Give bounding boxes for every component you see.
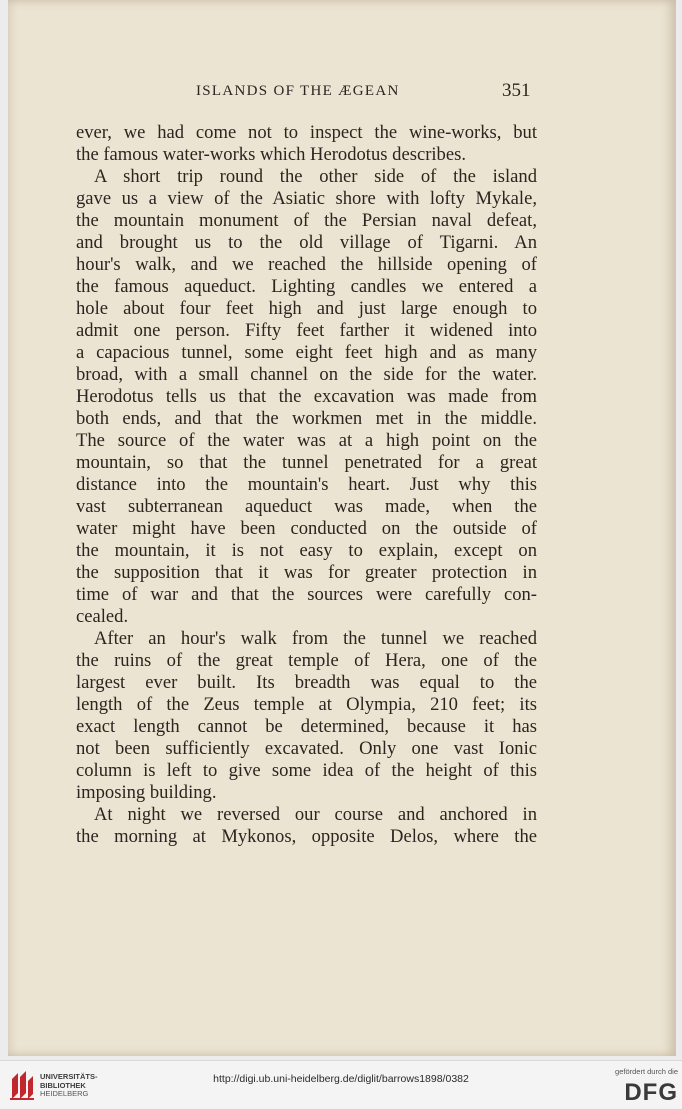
body-text <box>76 122 537 848</box>
running-head: ISLANDS OF THE ÆGEAN <box>196 83 400 99</box>
text-line: mountain, so that the tunnel penetrated for a great <box>76 452 537 473</box>
book-page <box>8 0 676 1056</box>
text-line: both ends, and that the workmen met in the middle. <box>76 408 537 429</box>
text-line: the supposition that it was for greater protection in <box>76 562 537 583</box>
text-line: A short trip round the other side of the island <box>94 166 537 187</box>
text-line: the mountain, it is not easy to explain, except on <box>76 540 537 561</box>
text-line: water might have been conducted on the outside of <box>76 518 537 539</box>
library-name-line: UNIVERSITÄTS- <box>40 1072 98 1081</box>
text-line: time of war and that the sources were carefully con- <box>76 584 537 605</box>
text-line: cealed. <box>76 606 129 627</box>
page-number: 351 <box>502 80 531 101</box>
text-line: not been sufficiently excavated. Only one vast Ionic <box>76 738 537 759</box>
text-line: gave us a view of the Asiatic shore with lofty Mykale, <box>76 188 537 209</box>
dfg-logo[interactable]: DFG <box>624 1079 678 1106</box>
text-line: At night we reversed our course and anchored in <box>94 804 537 825</box>
text-line: the ruins of the great temple of Hera, one of the <box>76 650 537 671</box>
text-line: distance into the mountain's heart. Just why this <box>76 474 537 495</box>
text-line: hole about four feet high and just large enough to <box>76 298 537 319</box>
text-line: and brought us to the old village of Tigarni. An <box>76 232 537 253</box>
text-line: broad, with a small channel on the side for the water. <box>76 364 537 385</box>
viewer-footer <box>0 1060 682 1109</box>
text-line: a capacious tunnel, some eight feet high and as many <box>76 342 537 363</box>
text-line: largest ever built. Its breadth was equal to the <box>76 672 537 693</box>
text-line: After an hour's walk from the tunnel we reached <box>94 628 537 649</box>
library-name-line: BIBLIOTHEK <box>40 1080 86 1090</box>
text-line: vast subterranean aqueduct was made, when the <box>76 496 537 517</box>
text-line: the morning at Mykonos, opposite Delos, where the <box>76 826 537 847</box>
funding-note: gefördert durch die <box>615 1067 678 1076</box>
text-line: Herodotus tells us that the excavation was made from <box>76 386 537 407</box>
text-line: length of the Zeus temple at Olympia, 210 feet; its <box>76 694 537 715</box>
text-line: imposing building. <box>76 782 217 803</box>
text-line: The source of the water was at a high point on the <box>76 430 537 451</box>
library-name-line: HEIDELBERG <box>40 1089 89 1098</box>
text-line: the famous aqueduct. Lighting candles we entered a <box>76 276 537 297</box>
text-line: ever, we had come not to inspect the wine-works, but <box>76 122 537 143</box>
text-line: admit one person. Fifty feet farther it widened into <box>76 320 537 341</box>
text-line: the famous water-works which Herodotus describes. <box>76 144 466 165</box>
text-line: the mountain monument of the Persian naval defeat, <box>76 210 537 231</box>
text-line: exact length cannot be determined, because it has <box>76 716 537 737</box>
page-header <box>8 80 676 110</box>
text-line: hour's walk, and we reached the hillside opening of <box>76 254 537 275</box>
text-line: column is left to give some idea of the height of this <box>76 760 537 781</box>
permalink-url[interactable]: http://digi.ub.uni-heidelberg.de/diglit/barrows1898/0382 <box>213 1073 469 1085</box>
